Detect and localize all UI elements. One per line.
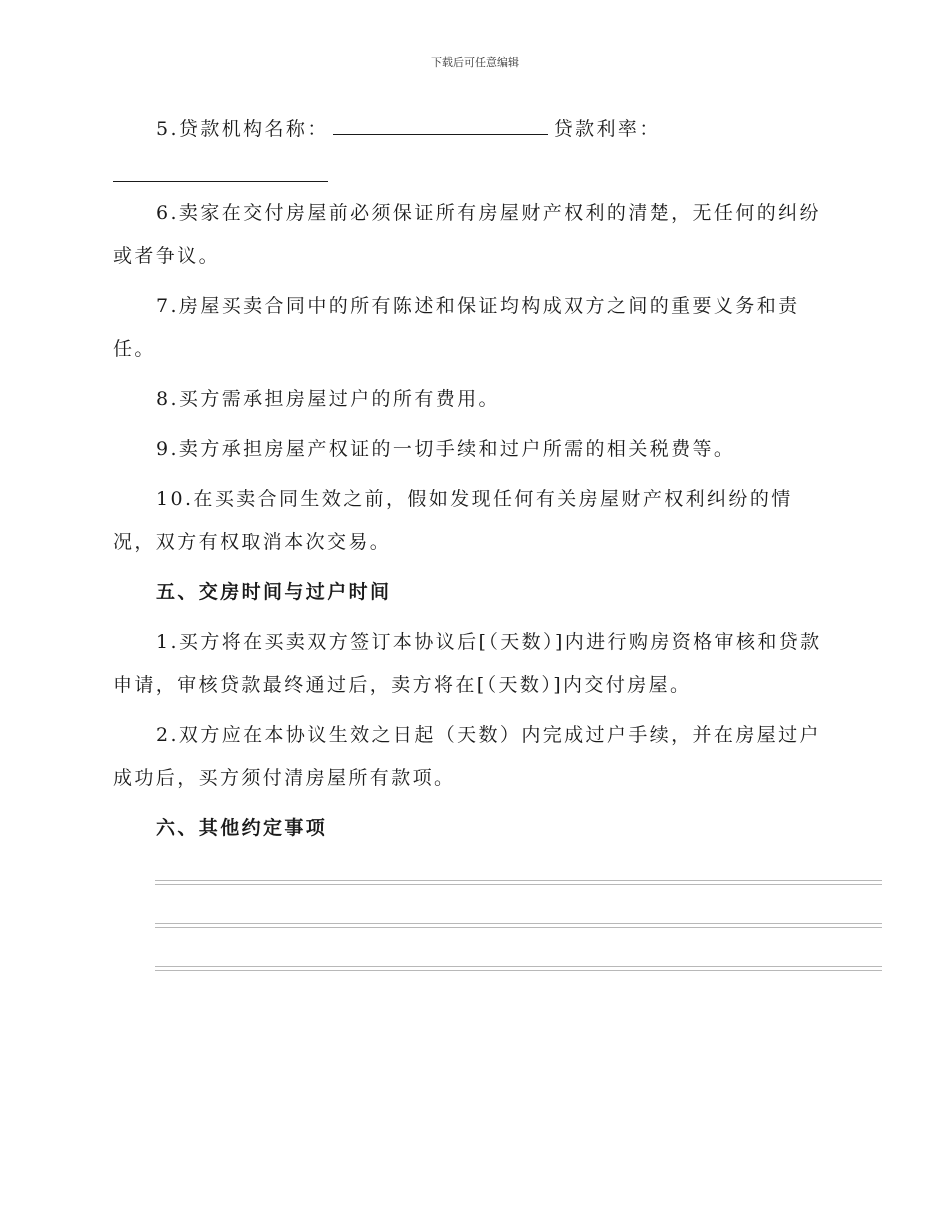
clause-7: 7.房屋买卖合同中的所有陈述和保证均构成双方之间的重要义务和责任。 <box>113 295 800 360</box>
loan-rate-label: 贷款利率： <box>553 118 661 140</box>
clause-6: 6.卖家在交付房屋前必须保证所有房屋财产权利的清楚，无任何的纠纷或者争议。 <box>113 202 821 267</box>
section-5-title: 五、交房时间与过户时间 <box>156 581 392 603</box>
section-5-clause-2: 2.双方应在本协议生效之日起（天数）内完成过户手续，并在房屋过户成功后，买方须付清房屋所有款项。 <box>113 724 821 789</box>
section-5-clause-1: 1.买方将在买卖双方签订本协议后[（天数）]内进行购房资格审核和贷款申请，审核贷款最终通过后，卖方将在[（天数）]内交付房屋。 <box>113 631 822 696</box>
clause-10: 10.在买卖合同生效之前，假如发现任何有关房屋财产权利纠纷的情况，双方有权取消本次交易。 <box>113 488 793 553</box>
document-body <box>113 108 833 857</box>
fill-in-line[interactable] <box>155 923 882 928</box>
fill-in-lines <box>155 880 882 1009</box>
fill-in-line[interactable] <box>155 880 882 885</box>
section-6-title: 六、其他约定事项 <box>156 817 328 839</box>
clause-8: 8.买方需承担房屋过户的所有费用。 <box>156 388 500 410</box>
loan-rate-blank[interactable] <box>113 157 328 182</box>
loan-institution-label: 5.贷款机构名称： <box>156 118 329 140</box>
page-header: 下载后可任意编辑 <box>431 56 519 69</box>
clause-9: 9.卖方承担房屋产权证的一切手续和过户所需的相关税费等。 <box>156 438 736 460</box>
clause-5 <box>113 108 833 185</box>
fill-in-line[interactable] <box>155 966 882 971</box>
loan-institution-blank[interactable] <box>333 110 548 135</box>
loan-rate-line <box>113 155 833 185</box>
